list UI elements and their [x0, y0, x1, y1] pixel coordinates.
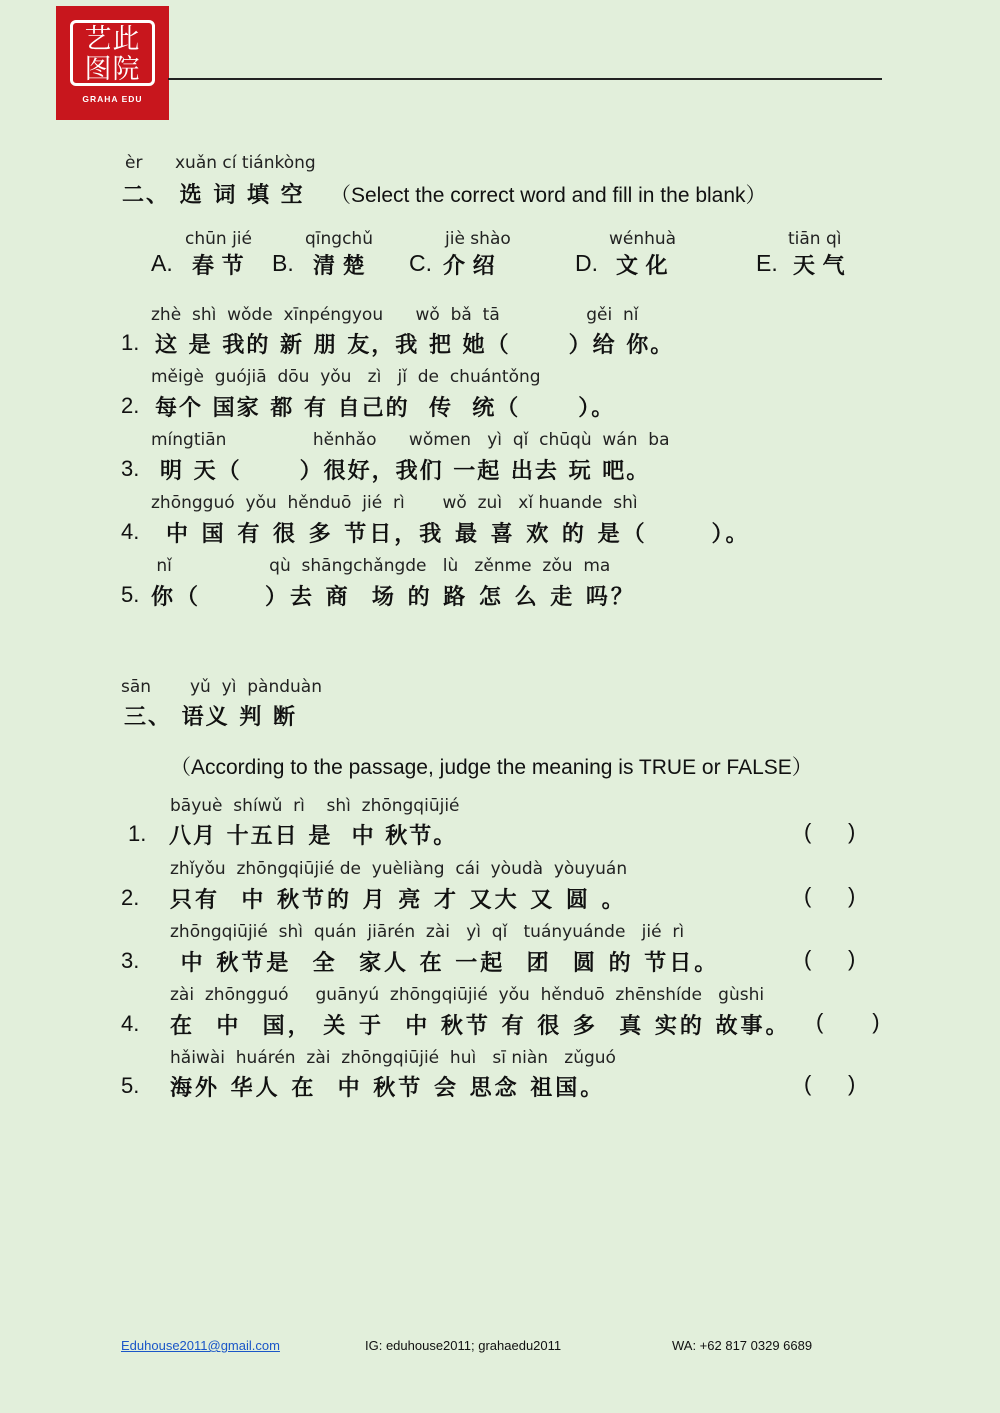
option-c-letter: C.: [409, 250, 432, 276]
section3-pinyin-title: yǔ yì pànduàn: [190, 677, 322, 697]
s3-q1-number: 1.: [128, 821, 147, 846]
s2-q1-text: 这 是 我的 新 朋 友，我 把 她（ ）给 你。: [155, 333, 675, 358]
s3-q2-number: 2.: [121, 885, 140, 910]
s2-q5-pinyin: nǐ qù shāngchǎngde lù zěnme zǒu ma: [151, 556, 611, 576]
logo-text: GRAHA EDU: [82, 94, 143, 104]
option-b-pinyin: qīngchǔ: [305, 229, 373, 249]
s2-q3-pinyin: míngtiān hěnhǎo wǒmen yì qǐ chūqù wán ba: [151, 430, 670, 450]
s3-q1-answer-blank[interactable]: ( ): [804, 819, 856, 844]
option-c-word: 介 绍: [443, 254, 495, 279]
logo-glyphs-line1: 艺此: [84, 24, 141, 55]
section2-title: 二、 选 词 填 空: [122, 183, 305, 208]
option-e-pinyin: tiān qì: [788, 229, 842, 249]
s2-q1-number: 1.: [121, 330, 140, 355]
s3-q3-number: 3.: [121, 948, 140, 973]
section2-pinyin-title: xuǎn cí tiánkòng: [175, 153, 316, 173]
s2-q3-text: 明 天（ ）很好，我们 一起 出去 玩 吧。: [160, 459, 651, 484]
s3-q2-pinyin: zhǐyǒu zhōngqiūjié de yuèliàng cái yòudà yòuyuán: [170, 859, 628, 879]
section2-pinyin-er: èr: [125, 153, 143, 173]
section3-pinyin-san: sān: [121, 677, 152, 697]
s3-q4-answer-blank[interactable]: ( ): [816, 1009, 880, 1034]
s2-q2-text: 每个 国家 都 有 自己的 传 统（ ）。: [155, 396, 616, 421]
option-d-letter: D.: [575, 250, 598, 276]
s3-q2-answer-blank[interactable]: ( ): [804, 883, 856, 908]
s2-q4-number: 4.: [121, 519, 140, 544]
s2-q2-pinyin: měigè guójiā dōu yǒu zì jǐ de chuántǒng: [151, 367, 541, 387]
option-d-word: 文 化: [616, 254, 668, 279]
graha-edu-logo: [56, 6, 169, 120]
option-b-word: 清 楚: [313, 254, 365, 279]
option-a-word: 春 节: [192, 254, 244, 279]
s3-q4-pinyin: zài zhōngguó guānyú zhōngqiūjié yǒu hěnduō zhēnshíde gùshi: [170, 985, 765, 1005]
s2-q1-pinyin: zhè shì wǒde xīnpéngyou wǒ bǎ tā gěi nǐ: [151, 305, 639, 325]
s3-q3-answer-blank[interactable]: ( ): [804, 946, 856, 971]
s2-q4-text: 中 国 有 很 多 节日，我 最 喜 欢 的 是（ ）。: [166, 522, 751, 547]
s3-q1-text: 八月 十五日 是 中 秋节。: [169, 824, 458, 849]
s3-q1-pinyin: bāyuè shíwǔ rì shì zhōngqiūjié: [170, 796, 460, 816]
s2-q5-number: 5.: [121, 582, 140, 607]
s3-q4-text: 在 中 国， 关 于 中 秋节 有 很 多 真 实的 故事。: [170, 1014, 791, 1039]
s3-q3-text: 中 秋节是 全 家人 在 一起 团 圆 的 节日。: [170, 951, 720, 976]
s3-q5-text: 海外 华人 在 中 秋节 会 思念 祖国。: [170, 1076, 606, 1101]
footer-email-link[interactable]: Eduhouse2011@gmail.com: [121, 1338, 280, 1353]
section3-instruction: （According to the passage, judge the meaning is TRUE or FALSE）: [170, 756, 813, 779]
option-b-letter: B.: [272, 250, 294, 276]
footer-instagram: IG: eduhouse2011; grahaedu2011: [365, 1338, 562, 1353]
s3-q5-answer-blank[interactable]: ( ): [804, 1071, 856, 1096]
header-divider: [168, 78, 882, 80]
section2-instruction: （Select the correct word and fill in the blank）: [330, 184, 767, 207]
s3-q3-pinyin: zhōngqiūjié shì quán jiārén zài yì qǐ tuányuánde jié rì: [170, 922, 685, 942]
s2-q5-text: 你（ ）去 商 场 的 路 怎 么 走 吗？: [151, 585, 636, 610]
section3-title: 三、 语义 判 断: [124, 705, 297, 730]
option-c-pinyin: jiè shào: [445, 229, 511, 249]
s2-q4-pinyin: zhōngguó yǒu hěnduō jié rì wǒ zuì xǐ huande shì: [151, 493, 638, 513]
s2-q3-number: 3.: [121, 456, 140, 481]
s3-q4-number: 4.: [121, 1011, 140, 1036]
logo-glyphs-line2: 图院: [84, 54, 141, 85]
option-e-word: 天 气: [793, 254, 845, 279]
option-e-letter: E.: [756, 250, 778, 276]
s3-q2-text: 只有 中 秋节的 月 亮 才 又大 又 圆 。: [170, 888, 627, 913]
option-a-pinyin: chūn jié: [185, 229, 252, 249]
s3-q5-number: 5.: [121, 1073, 140, 1098]
option-d-pinyin: wénhuà: [609, 229, 677, 249]
option-a-letter: A.: [151, 250, 173, 276]
logo-seal: [70, 20, 155, 86]
footer-whatsapp: WA: +62 817 0329 6689: [672, 1338, 813, 1353]
s3-q5-pinyin: hǎiwài huárén zài zhōngqiūjié huì sī niàn zǔguó: [170, 1048, 616, 1068]
s2-q2-number: 2.: [121, 393, 140, 418]
